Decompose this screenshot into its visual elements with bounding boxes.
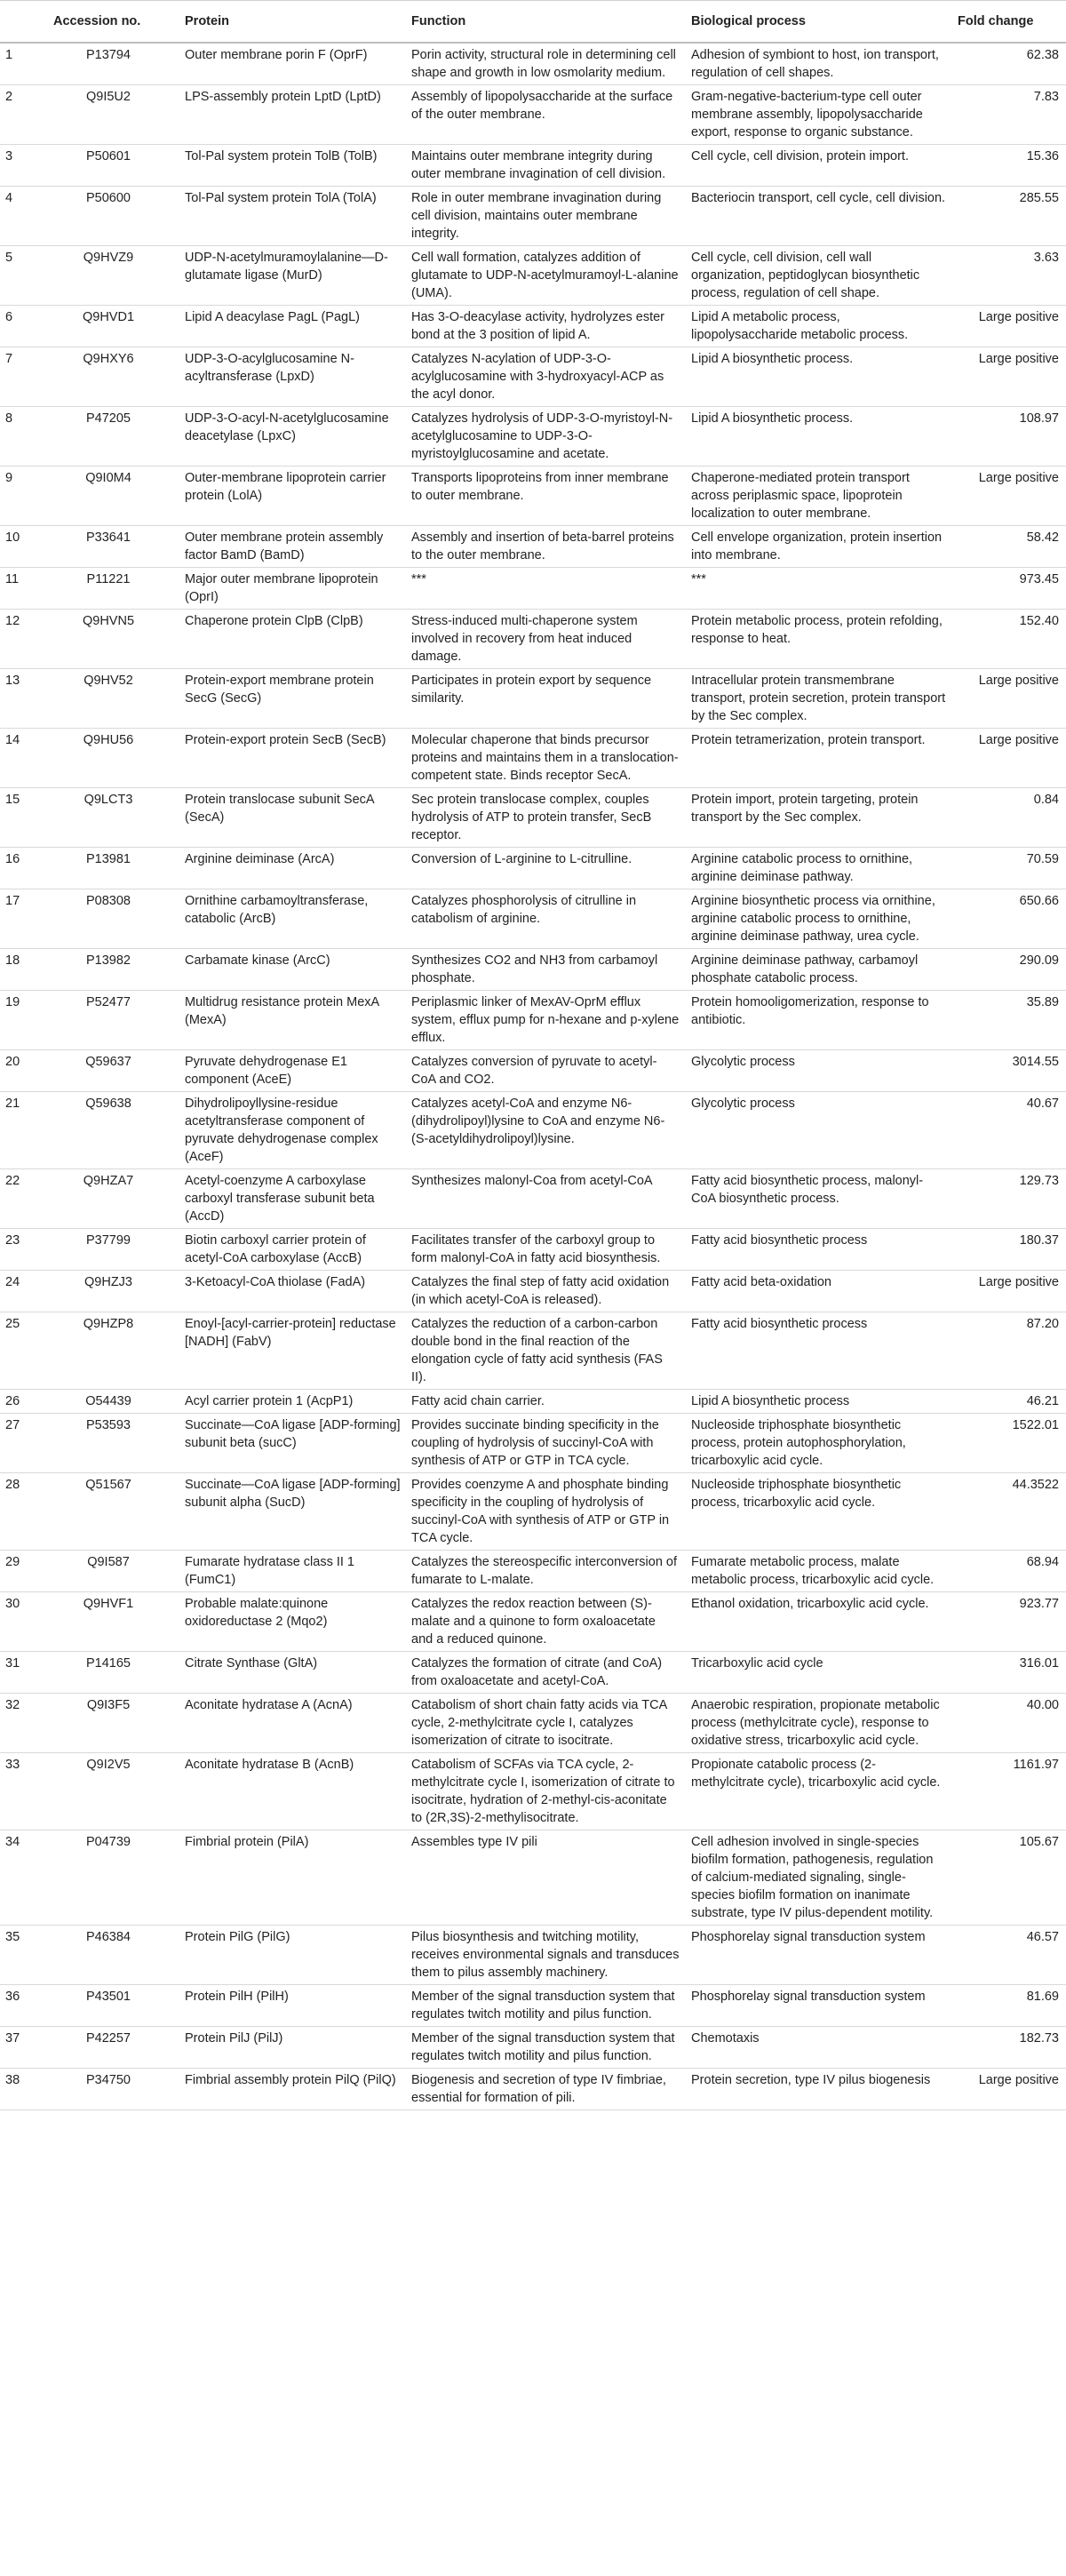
function-cell: Assembles type IV pili — [406, 1830, 686, 1926]
row-number: 5 — [0, 246, 37, 306]
biological-process-cell: Arginine biosynthetic process via ornithine, arginine catabolic process to ornithine, arginine deiminase pathway, urea cycle. — [686, 889, 952, 949]
protein-cell: Protein PilJ (PilJ) — [179, 2027, 406, 2069]
biological-process-cell: Glycolytic process — [686, 1050, 952, 1092]
fold-change-cell: 105.67 — [952, 1830, 1066, 1926]
table-row — [0, 1092, 1066, 1169]
function-cell: *** — [406, 568, 686, 610]
function-cell: Member of the signal transduction system that regulates twitch motility and pilus function. — [406, 2027, 686, 2069]
accession-cell: P13794 — [37, 43, 179, 85]
biological-process-cell: Arginine catabolic process to ornithine, arginine deiminase pathway. — [686, 848, 952, 889]
biological-process-cell: Propionate catabolic process (2-methylcitrate cycle), tricarboxylic acid cycle. — [686, 1753, 952, 1830]
row-number: 16 — [0, 848, 37, 889]
function-cell: Assembly of lipopolysaccharide at the surface of the outer membrane. — [406, 85, 686, 145]
function-cell: Catalyzes the reduction of a carbon-carbon double bond in the final reaction of the elongation cycle of fatty acid synthesis (FAS II). — [406, 1312, 686, 1390]
function-cell: Participates in protein export by sequence similarity. — [406, 669, 686, 729]
function-cell: Member of the signal transduction system that regulates twitch motility and pilus function. — [406, 1985, 686, 2027]
fold-change-cell: 87.20 — [952, 1312, 1066, 1390]
accession-cell: P11221 — [37, 568, 179, 610]
protein-cell: Citrate Synthase (GltA) — [179, 1652, 406, 1694]
table-row — [0, 1694, 1066, 1753]
biological-process-cell: Fatty acid biosynthetic process — [686, 1229, 952, 1271]
header-function: Function — [406, 1, 686, 44]
function-cell: Cell wall formation, catalyzes addition of glutamate to UDP-N-acetylmuramoyl-L-alanine (UMA). — [406, 246, 686, 306]
protein-cell: Pyruvate dehydrogenase E1 component (AceE) — [179, 1050, 406, 1092]
function-cell: Catalyzes N-acylation of UDP-3-O-acylglucosamine with 3-hydroxyacyl-ACP as the acyl donor. — [406, 347, 686, 407]
accession-cell: P08308 — [37, 889, 179, 949]
fold-change-cell: 58.42 — [952, 526, 1066, 568]
biological-process-cell: Fatty acid beta-oxidation — [686, 1271, 952, 1312]
fold-change-cell: 62.38 — [952, 43, 1066, 85]
accession-cell: P50600 — [37, 187, 179, 246]
fold-change-cell: 68.94 — [952, 1551, 1066, 1592]
protein-cell: Aconitate hydratase B (AcnB) — [179, 1753, 406, 1830]
row-number: 37 — [0, 2027, 37, 2069]
accession-cell: Q59638 — [37, 1092, 179, 1169]
row-number: 6 — [0, 306, 37, 347]
row-number: 28 — [0, 1473, 37, 1551]
biological-process-cell: Fatty acid biosynthetic process — [686, 1312, 952, 1390]
row-number: 1 — [0, 43, 37, 85]
biological-process-cell: Cell adhesion involved in single-species biofilm formation, pathogenesis, regulation of calcium-mediated signaling, single-species biofilm formation on inanimate substrate, type IV pilus-dependent motility. — [686, 1830, 952, 1926]
protein-cell: Protein-export protein SecB (SecB) — [179, 729, 406, 788]
table-row — [0, 568, 1066, 610]
protein-cell: Tol-Pal system protein TolA (TolA) — [179, 187, 406, 246]
row-number: 4 — [0, 187, 37, 246]
protein-cell: Ornithine carbamoyltransferase, catabolic (ArcB) — [179, 889, 406, 949]
protein-cell: Succinate—CoA ligase [ADP-forming] subunit alpha (SucD) — [179, 1473, 406, 1551]
function-cell: Catalyzes the stereospecific interconversion of fumarate to L-malate. — [406, 1551, 686, 1592]
biological-process-cell: Protein secretion, type IV pilus biogenesis — [686, 2069, 952, 2110]
biological-process-cell: Fatty acid biosynthetic process, malonyl-CoA biosynthetic process. — [686, 1169, 952, 1229]
protein-cell: Probable malate:quinone oxidoreductase 2 (Mqo2) — [179, 1592, 406, 1652]
accession-cell: P34750 — [37, 2069, 179, 2110]
biological-process-cell: Phosphorelay signal transduction system — [686, 1985, 952, 2027]
protein-cell: UDP-N-acetylmuramoylalanine—D-glutamate ligase (MurD) — [179, 246, 406, 306]
fold-change-cell: 1161.97 — [952, 1753, 1066, 1830]
biological-process-cell: Lipid A biosynthetic process. — [686, 347, 952, 407]
table-row — [0, 1271, 1066, 1312]
table-row — [0, 306, 1066, 347]
function-cell: Facilitates transfer of the carboxyl group to form malonyl-CoA in fatty acid biosynthesis. — [406, 1229, 686, 1271]
row-number: 24 — [0, 1271, 37, 1312]
biological-process-cell: Cell envelope organization, protein insertion into membrane. — [686, 526, 952, 568]
fold-change-cell: 285.55 — [952, 187, 1066, 246]
function-cell: Catalyzes conversion of pyruvate to acetyl-CoA and CO2. — [406, 1050, 686, 1092]
accession-cell: Q9HVF1 — [37, 1592, 179, 1652]
fold-change-cell: 290.09 — [952, 949, 1066, 991]
table-row — [0, 43, 1066, 85]
function-cell: Transports lipoproteins from inner membrane to outer membrane. — [406, 467, 686, 526]
table-row — [0, 1312, 1066, 1390]
protein-cell: Fumarate hydratase class II 1 (FumC1) — [179, 1551, 406, 1592]
row-number: 2 — [0, 85, 37, 145]
biological-process-cell: Chaperone-mediated protein transport across periplasmic space, lipoprotein localization to outer membrane. — [686, 467, 952, 526]
row-number: 35 — [0, 1926, 37, 1985]
table-row — [0, 1652, 1066, 1694]
fold-change-cell: 129.73 — [952, 1169, 1066, 1229]
function-cell: Has 3-O-deacylase activity, hydrolyzes ester bond at the 3 position of lipid A. — [406, 306, 686, 347]
fold-change-cell: 1522.01 — [952, 1414, 1066, 1473]
protein-cell: Protein-export membrane protein SecG (SecG) — [179, 669, 406, 729]
biological-process-cell: Nucleoside triphosphate biosynthetic process, protein autophosphorylation, tricarboxylic acid cycle. — [686, 1414, 952, 1473]
accession-cell: Q9HVZ9 — [37, 246, 179, 306]
table-row — [0, 1229, 1066, 1271]
accession-cell: Q9LCT3 — [37, 788, 179, 848]
fold-change-cell: Large positive — [952, 1271, 1066, 1312]
row-number: 9 — [0, 467, 37, 526]
table-row — [0, 1753, 1066, 1830]
accession-cell: P53593 — [37, 1414, 179, 1473]
biological-process-cell: Anaerobic respiration, propionate metabolic process (methylcitrate cycle), response to oxidative stress, tricarboxylic acid cycle. — [686, 1694, 952, 1753]
fold-change-cell: 973.45 — [952, 568, 1066, 610]
biological-process-cell: Protein import, protein targeting, protein transport by the Sec complex. — [686, 788, 952, 848]
row-number: 7 — [0, 347, 37, 407]
biological-process-cell: Lipid A biosynthetic process — [686, 1390, 952, 1414]
protein-cell: Outer membrane protein assembly factor BamD (BamD) — [179, 526, 406, 568]
biological-process-cell: Arginine deiminase pathway, carbamoyl phosphate catabolic process. — [686, 949, 952, 991]
accession-cell: Q9HU56 — [37, 729, 179, 788]
row-number: 38 — [0, 2069, 37, 2110]
protein-cell: Lipid A deacylase PagL (PagL) — [179, 306, 406, 347]
biological-process-cell: Protein metabolic process, protein refolding, response to heat. — [686, 610, 952, 669]
table-row — [0, 145, 1066, 187]
protein-cell: Outer membrane porin F (OprF) — [179, 43, 406, 85]
table-row — [0, 1551, 1066, 1592]
protein-cell: Aconitate hydratase A (AcnA) — [179, 1694, 406, 1753]
accession-cell: Q9I587 — [37, 1551, 179, 1592]
fold-change-cell: 3.63 — [952, 246, 1066, 306]
row-number: 30 — [0, 1592, 37, 1652]
table-row — [0, 85, 1066, 145]
table-row — [0, 991, 1066, 1050]
protein-cell: Acetyl-coenzyme A carboxylase carboxyl transferase subunit beta (AccD) — [179, 1169, 406, 1229]
row-number: 26 — [0, 1390, 37, 1414]
biological-process-cell: Nucleoside triphosphate biosynthetic process, tricarboxylic acid cycle. — [686, 1473, 952, 1551]
fold-change-cell: Large positive — [952, 729, 1066, 788]
fold-change-cell: 81.69 — [952, 1985, 1066, 2027]
row-number: 12 — [0, 610, 37, 669]
accession-cell: Q9I5U2 — [37, 85, 179, 145]
protein-cell: Arginine deiminase (ArcA) — [179, 848, 406, 889]
accession-cell: Q9HZP8 — [37, 1312, 179, 1390]
table-row — [0, 2027, 1066, 2069]
function-cell: Role in outer membrane invagination during cell division, maintains outer membrane integrity. — [406, 187, 686, 246]
protein-cell: Major outer membrane lipoprotein (OprI) — [179, 568, 406, 610]
table-row — [0, 949, 1066, 991]
fold-change-cell: 15.36 — [952, 145, 1066, 187]
table-row — [0, 1926, 1066, 1985]
biological-process-cell: Protein homooligomerization, response to antibiotic. — [686, 991, 952, 1050]
fold-change-cell: 3014.55 — [952, 1050, 1066, 1092]
header-accession: Accession no. — [37, 1, 179, 44]
table-row — [0, 467, 1066, 526]
header-row-number — [0, 1, 37, 44]
fold-change-cell: Large positive — [952, 306, 1066, 347]
table-row — [0, 848, 1066, 889]
fold-change-cell: 35.89 — [952, 991, 1066, 1050]
table-row — [0, 2069, 1066, 2110]
table-row — [0, 407, 1066, 467]
protein-cell: Protein PilG (PilG) — [179, 1926, 406, 1985]
table-body — [0, 43, 1066, 2110]
row-number: 14 — [0, 729, 37, 788]
biological-process-cell: Bacteriocin transport, cell cycle, cell division. — [686, 187, 952, 246]
accession-cell: O54439 — [37, 1390, 179, 1414]
table-row — [0, 526, 1066, 568]
fold-change-cell: 180.37 — [952, 1229, 1066, 1271]
biological-process-cell: Glycolytic process — [686, 1092, 952, 1169]
table-row — [0, 246, 1066, 306]
table-row — [0, 610, 1066, 669]
table-row — [0, 1830, 1066, 1926]
row-number: 8 — [0, 407, 37, 467]
accession-cell: Q9HXY6 — [37, 347, 179, 407]
function-cell: Molecular chaperone that binds precursor proteins and maintains them in a translocation-competent state. Binds receptor SecA. — [406, 729, 686, 788]
function-cell: Catabolism of SCFAs via TCA cycle, 2-methylcitrate cycle I, isomerization of citrate to isocitrate, hydration of 2-methyl-cis-aconitate to (2R,3S)-2-methylisocitrate. — [406, 1753, 686, 1830]
function-cell: Catalyzes hydrolysis of UDP-3-O-myristoyl-N-acetylglucosamine to UDP-3-O-myristoylglucosamine and acetate. — [406, 407, 686, 467]
row-number: 21 — [0, 1092, 37, 1169]
row-number: 3 — [0, 145, 37, 187]
accession-cell: Q51567 — [37, 1473, 179, 1551]
accession-cell: P37799 — [37, 1229, 179, 1271]
function-cell: Provides succinate binding specificity in the coupling of hydrolysis of succinyl-CoA with synthesis of ATP or GTP in TCA cycle. — [406, 1414, 686, 1473]
function-cell: Periplasmic linker of MexAV-OprM efflux system, efflux pump for n-hexane and p-xylene efflux. — [406, 991, 686, 1050]
row-number: 20 — [0, 1050, 37, 1092]
biological-process-cell: Lipid A metabolic process, lipopolysaccharide metabolic process. — [686, 306, 952, 347]
accession-cell: P33641 — [37, 526, 179, 568]
protein-cell: LPS-assembly protein LptD (LptD) — [179, 85, 406, 145]
accession-cell: P42257 — [37, 2027, 179, 2069]
fold-change-cell: 40.00 — [952, 1694, 1066, 1753]
biological-process-cell: Intracellular protein transmembrane transport, protein secretion, protein transport by the Sec complex. — [686, 669, 952, 729]
row-number: 32 — [0, 1694, 37, 1753]
row-number: 29 — [0, 1551, 37, 1592]
biological-process-cell: Tricarboxylic acid cycle — [686, 1652, 952, 1694]
function-cell: Biogenesis and secretion of type IV fimbriae, essential for formation of pili. — [406, 2069, 686, 2110]
table-row — [0, 788, 1066, 848]
fold-change-cell: 44.3522 — [952, 1473, 1066, 1551]
table-row — [0, 1985, 1066, 2027]
protein-cell: UDP-3-O-acyl-N-acetylglucosamine deacetylase (LpxC) — [179, 407, 406, 467]
function-cell: Catalyzes the redox reaction between (S)-malate and a quinone to form oxaloacetate and a reduced quinone. — [406, 1592, 686, 1652]
table-row — [0, 889, 1066, 949]
fold-change-cell: 108.97 — [952, 407, 1066, 467]
biological-process-cell: Protein tetramerization, protein transport. — [686, 729, 952, 788]
protein-cell: Succinate—CoA ligase [ADP-forming] subunit beta (sucC) — [179, 1414, 406, 1473]
fold-change-cell: 316.01 — [952, 1652, 1066, 1694]
protein-cell: Carbamate kinase (ArcC) — [179, 949, 406, 991]
row-number: 10 — [0, 526, 37, 568]
protein-cell: Biotin carboxyl carrier protein of acetyl-CoA carboxylase (AccB) — [179, 1229, 406, 1271]
accession-cell: Q59637 — [37, 1050, 179, 1092]
protein-cell: Fimbrial assembly protein PilQ (PilQ) — [179, 2069, 406, 2110]
fold-change-cell: 7.83 — [952, 85, 1066, 145]
function-cell: Catalyzes phosphorolysis of citrulline in catabolism of arginine. — [406, 889, 686, 949]
biological-process-cell: Ethanol oxidation, tricarboxylic acid cycle. — [686, 1592, 952, 1652]
accession-cell: Q9HVN5 — [37, 610, 179, 669]
accession-cell: P43501 — [37, 1985, 179, 2027]
function-cell: Maintains outer membrane integrity during outer membrane invagination of cell division. — [406, 145, 686, 187]
accession-cell: Q9HV52 — [37, 669, 179, 729]
accession-cell: Q9HZA7 — [37, 1169, 179, 1229]
function-cell: Sec protein translocase complex, couples hydrolysis of ATP to protein transfer, SecB receptor. — [406, 788, 686, 848]
fold-change-cell: Large positive — [952, 467, 1066, 526]
fold-change-cell: Large positive — [952, 347, 1066, 407]
row-number: 17 — [0, 889, 37, 949]
header-biological-process: Biological process — [686, 1, 952, 44]
protein-cell: Protein translocase subunit SecA (SecA) — [179, 788, 406, 848]
fold-change-cell: 152.40 — [952, 610, 1066, 669]
fold-change-cell: 923.77 — [952, 1592, 1066, 1652]
protein-cell: Protein PilH (PilH) — [179, 1985, 406, 2027]
fold-change-cell: 0.84 — [952, 788, 1066, 848]
row-number: 34 — [0, 1830, 37, 1926]
fold-change-cell: 182.73 — [952, 2027, 1066, 2069]
protein-cell: Enoyl-[acyl-carrier-protein] reductase [NADH] (FabV) — [179, 1312, 406, 1390]
table-row — [0, 1473, 1066, 1551]
function-cell: Porin activity, structural role in determining cell shape and growth in low osmolarity medium. — [406, 43, 686, 85]
row-number: 36 — [0, 1985, 37, 2027]
fold-change-cell: Large positive — [952, 2069, 1066, 2110]
function-cell: Catalyzes the formation of citrate (and CoA) from oxaloacetate and acetyl-CoA. — [406, 1652, 686, 1694]
row-number: 33 — [0, 1753, 37, 1830]
biological-process-cell: Phosphorelay signal transduction system — [686, 1926, 952, 1985]
function-cell: Stress-induced multi-chaperone system involved in recovery from heat induced damage. — [406, 610, 686, 669]
table-row — [0, 1050, 1066, 1092]
biological-process-cell: Lipid A biosynthetic process. — [686, 407, 952, 467]
fold-change-cell: 40.67 — [952, 1092, 1066, 1169]
accession-cell: P13982 — [37, 949, 179, 991]
table-row — [0, 729, 1066, 788]
row-number: 22 — [0, 1169, 37, 1229]
protein-cell: Multidrug resistance protein MexA (MexA) — [179, 991, 406, 1050]
row-number: 25 — [0, 1312, 37, 1390]
function-cell: Assembly and insertion of beta-barrel proteins to the outer membrane. — [406, 526, 686, 568]
row-number: 19 — [0, 991, 37, 1050]
accession-cell: P14165 — [37, 1652, 179, 1694]
function-cell: Provides coenzyme A and phosphate binding specificity in the coupling of hydrolysis of succinyl-CoA with synthesis of ATP or GTP in TCA cycle. — [406, 1473, 686, 1551]
function-cell: Conversion of L-arginine to L-citrulline. — [406, 848, 686, 889]
table-row — [0, 1592, 1066, 1652]
table-row — [0, 187, 1066, 246]
protein-cell: Acyl carrier protein 1 (AcpP1) — [179, 1390, 406, 1414]
accession-cell: P47205 — [37, 407, 179, 467]
biological-process-cell: Gram-negative-bacterium-type cell outer membrane assembly, lipopolysaccharide export, response to organic substance. — [686, 85, 952, 145]
fold-change-cell: Large positive — [952, 669, 1066, 729]
accession-cell: Q9HVD1 — [37, 306, 179, 347]
function-cell: Catalyzes the final step of fatty acid oxidation (in which acetyl-CoA is released). — [406, 1271, 686, 1312]
accession-cell: Q9I0M4 — [37, 467, 179, 526]
row-number: 11 — [0, 568, 37, 610]
biological-process-cell: Chemotaxis — [686, 2027, 952, 2069]
row-number: 23 — [0, 1229, 37, 1271]
biological-process-cell: Cell cycle, cell division, cell wall organization, peptidoglycan biosynthetic process, regulation of cell shape. — [686, 246, 952, 306]
accession-cell: Q9I2V5 — [37, 1753, 179, 1830]
biological-process-cell: *** — [686, 568, 952, 610]
row-number: 15 — [0, 788, 37, 848]
biological-process-cell: Fumarate metabolic process, malate metabolic process, tricarboxylic acid cycle. — [686, 1551, 952, 1592]
row-number: 18 — [0, 949, 37, 991]
fold-change-cell: 650.66 — [952, 889, 1066, 949]
fold-change-cell: 70.59 — [952, 848, 1066, 889]
function-cell: Catalyzes acetyl-CoA and enzyme N6-(dihydrolipoyl)lysine to CoA and enzyme N6-(S-acetyldihydrolipoyl)lysine. — [406, 1092, 686, 1169]
function-cell: Synthesizes CO2 and NH3 from carbamoyl phosphate. — [406, 949, 686, 991]
table-row — [0, 1169, 1066, 1229]
function-cell: Pilus biosynthesis and twitching motility, receives environmental signals and transduces them to pilus assembly machinery. — [406, 1926, 686, 1985]
header-protein: Protein — [179, 1, 406, 44]
accession-cell: Q9HZJ3 — [37, 1271, 179, 1312]
table-row — [0, 669, 1066, 729]
function-cell: Synthesizes malonyl-Coa from acetyl-CoA — [406, 1169, 686, 1229]
protein-cell: Fimbrial protein (PilA) — [179, 1830, 406, 1926]
fold-change-cell: 46.57 — [952, 1926, 1066, 1985]
accession-cell: P46384 — [37, 1926, 179, 1985]
row-number: 31 — [0, 1652, 37, 1694]
accession-cell: P13981 — [37, 848, 179, 889]
protein-cell: Dihydrolipoyllysine-residue acetyltransferase component of pyruvate dehydrogenase complex (AceF) — [179, 1092, 406, 1169]
protein-cell: Chaperone protein ClpB (ClpB) — [179, 610, 406, 669]
fold-change-cell: 46.21 — [952, 1390, 1066, 1414]
header-fold-change: Fold change — [952, 1, 1066, 44]
protein-cell: UDP-3-O-acylglucosamine N-acyltransferase (LpxD) — [179, 347, 406, 407]
accession-cell: P52477 — [37, 991, 179, 1050]
table-row — [0, 1390, 1066, 1414]
biological-process-cell: Adhesion of symbiont to host, ion transport, regulation of cell shapes. — [686, 43, 952, 85]
accession-cell: P50601 — [37, 145, 179, 187]
protein-cell: 3-Ketoacyl-CoA thiolase (FadA) — [179, 1271, 406, 1312]
function-cell: Catabolism of short chain fatty acids via TCA cycle, 2-methylcitrate cycle I, catalyzes isomerization of citrate to isocitrate. — [406, 1694, 686, 1753]
row-number: 27 — [0, 1414, 37, 1473]
protein-cell: Tol-Pal system protein TolB (TolB) — [179, 145, 406, 187]
function-cell: Fatty acid chain carrier. — [406, 1390, 686, 1414]
protein-cell: Outer-membrane lipoprotein carrier protein (LolA) — [179, 467, 406, 526]
table-row — [0, 347, 1066, 407]
row-number: 13 — [0, 669, 37, 729]
table-row — [0, 1414, 1066, 1473]
biological-process-cell: Cell cycle, cell division, protein import. — [686, 145, 952, 187]
accession-cell: P04739 — [37, 1830, 179, 1926]
table-header-row — [0, 1, 1066, 44]
accession-cell: Q9I3F5 — [37, 1694, 179, 1753]
